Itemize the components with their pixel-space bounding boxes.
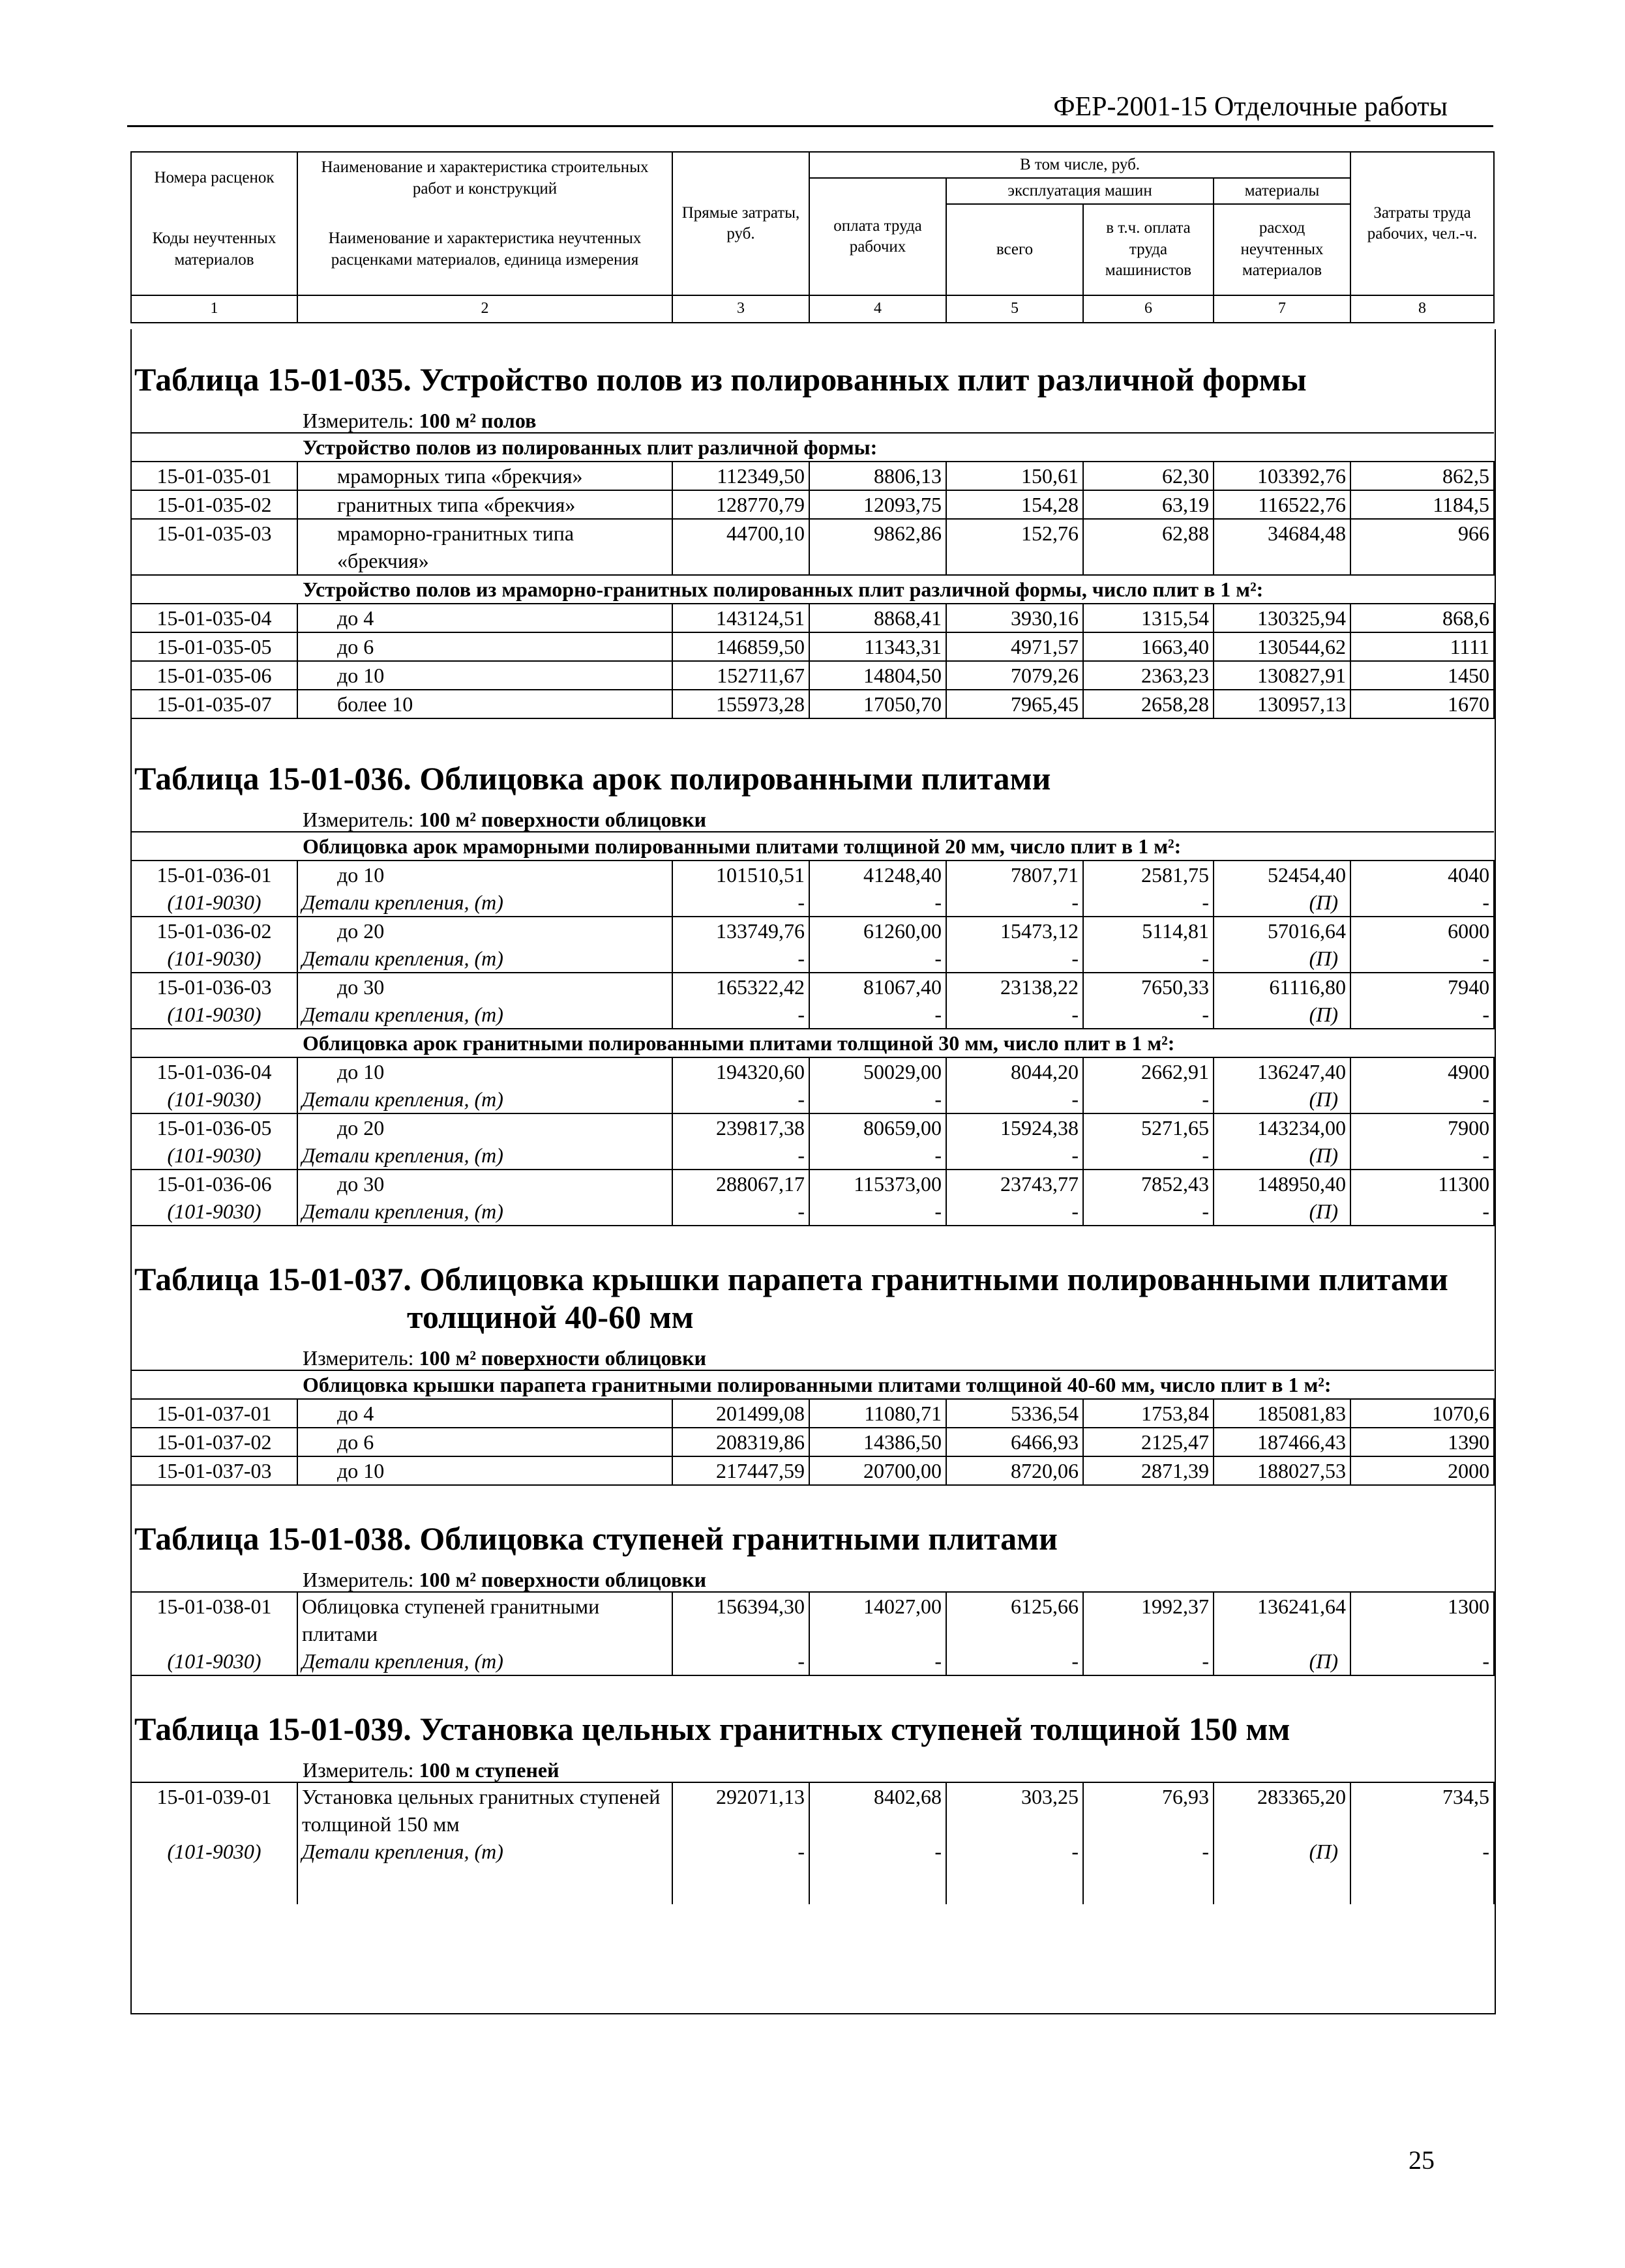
labor-hours: 1390 bbox=[1350, 1428, 1494, 1456]
measure-line bbox=[303, 1567, 1495, 1591]
material-row bbox=[131, 1198, 1494, 1226]
material-row bbox=[131, 1647, 1494, 1675]
material-row bbox=[131, 1001, 1494, 1029]
rate-code: 15-01-037-03 bbox=[131, 1456, 297, 1485]
dash: - bbox=[1350, 889, 1494, 917]
subheading: Облицовка крышки парапета гранитными полированными плитами толщиной 40-60 мм, число плит в 1 м²: bbox=[297, 1370, 1494, 1399]
table-15-01-036 bbox=[132, 759, 1495, 1226]
col-header-name: Наименование и характеристика строительных работ и конструкций bbox=[297, 152, 672, 204]
material-use: (П) bbox=[1214, 1838, 1350, 1865]
material-use: (П) bbox=[1214, 889, 1350, 917]
measure-unit: 100 м ступеней bbox=[419, 1758, 559, 1782]
table-title-line2: толщиной 40-60 мм bbox=[407, 1299, 694, 1335]
materials: 283365,20 bbox=[1214, 1782, 1350, 1838]
machines-total: 154,28 bbox=[946, 490, 1083, 519]
direct-costs: 133749,76 bbox=[672, 917, 809, 945]
workers-pay: 20700,00 bbox=[809, 1456, 946, 1485]
table-row bbox=[131, 1057, 1494, 1085]
labor-hours: 1300 bbox=[1350, 1592, 1494, 1647]
rate-code: 15-01-036-01 bbox=[131, 861, 297, 889]
materials: 34684,48 bbox=[1214, 519, 1350, 575]
table-row bbox=[131, 632, 1494, 661]
direct-costs: 44700,10 bbox=[672, 519, 809, 575]
rate-name: Установка цельных гранитных ступеней толщиной 150 мм bbox=[297, 1782, 672, 1838]
direct-costs: 217447,59 bbox=[672, 1456, 809, 1485]
rates-table bbox=[130, 831, 1495, 1226]
workers-pay: 14386,50 bbox=[809, 1428, 946, 1456]
machines-total: 23138,22 bbox=[946, 973, 1083, 1001]
rate-code: 15-01-036-06 bbox=[131, 1170, 297, 1198]
labor-hours: 7940 bbox=[1350, 973, 1494, 1001]
measure-label: Измеритель: bbox=[303, 1758, 414, 1782]
col-number: 4 bbox=[809, 295, 946, 323]
subheading: Облицовка арок мраморными полированными плитами толщиной 20 мм, число плит в 1 м²: bbox=[297, 832, 1494, 861]
dash: - bbox=[809, 1001, 946, 1029]
dash: - bbox=[809, 1141, 946, 1170]
dash: - bbox=[1083, 1001, 1214, 1029]
table-title-line1: Таблица 15-01-037. Облицовка крышки парапета гранитными полированными плитами bbox=[134, 1261, 1448, 1297]
machines-total: 4971,57 bbox=[946, 632, 1083, 661]
materials: 52454,40 bbox=[1214, 861, 1350, 889]
rate-code: 15-01-037-02 bbox=[131, 1428, 297, 1456]
content-bottom-rule bbox=[130, 2013, 1496, 2014]
dash: - bbox=[1083, 1141, 1214, 1170]
materials: 103392,76 bbox=[1214, 462, 1350, 490]
materials: 136247,40 bbox=[1214, 1057, 1350, 1085]
workers-pay: 11080,71 bbox=[809, 1399, 946, 1428]
direct-costs: 292071,13 bbox=[672, 1782, 809, 1838]
direct-costs: 112349,50 bbox=[672, 462, 809, 490]
rate-name: до 4 bbox=[297, 604, 672, 632]
material-name: Детали крепления, (т) bbox=[297, 1085, 672, 1113]
machines-total: 8044,20 bbox=[946, 1057, 1083, 1085]
machines-total: 7965,45 bbox=[946, 690, 1083, 718]
table-row bbox=[131, 1113, 1494, 1141]
col-header-machines-total: всего bbox=[946, 204, 1083, 295]
table-title: Таблица 15-01-039. Установка цельных гранитных ступеней толщиной 150 мм bbox=[134, 1711, 1290, 1747]
col-number: 3 bbox=[672, 295, 809, 323]
table-title: Таблица 15-01-035. Устройство полов из полированных плит различной формы bbox=[134, 361, 1307, 398]
dash: - bbox=[1350, 1838, 1494, 1865]
rate-code: 15-01-036-03 bbox=[131, 973, 297, 1001]
rate-code: 15-01-035-04 bbox=[131, 604, 297, 632]
workers-pay: 11343,31 bbox=[809, 632, 946, 661]
machines-total: 15924,38 bbox=[946, 1113, 1083, 1141]
dash: - bbox=[809, 889, 946, 917]
material-code: (101-9030) bbox=[131, 1198, 297, 1226]
machines-total: 6125,66 bbox=[946, 1592, 1083, 1647]
dash: - bbox=[1350, 1001, 1494, 1029]
dash: - bbox=[1350, 1198, 1494, 1226]
direct-costs: 201499,08 bbox=[672, 1399, 809, 1428]
col-number: 5 bbox=[946, 295, 1083, 323]
measure-unit: 100 м² поверхности облицовки bbox=[419, 1346, 707, 1370]
labor-hours: 966 bbox=[1350, 519, 1494, 575]
material-code: (101-9030) bbox=[131, 1085, 297, 1113]
material-row bbox=[131, 1085, 1494, 1113]
labor-hours: 1070,6 bbox=[1350, 1399, 1494, 1428]
dash: - bbox=[946, 1085, 1083, 1113]
dash: - bbox=[946, 889, 1083, 917]
material-row bbox=[131, 945, 1494, 973]
material-use: (П) bbox=[1214, 945, 1350, 973]
labor-hours: 862,5 bbox=[1350, 462, 1494, 490]
measure-unit: 100 м² полов bbox=[419, 409, 537, 432]
rate-code: 15-01-035-01 bbox=[131, 462, 297, 490]
workers-pay: 17050,70 bbox=[809, 690, 946, 718]
col-header-codes: Номера расценок bbox=[131, 152, 297, 204]
rate-code: 15-01-035-07 bbox=[131, 690, 297, 718]
rate-code: 15-01-035-06 bbox=[131, 661, 297, 690]
table-15-01-037 bbox=[132, 1260, 1495, 1486]
col-header-material-codes: Коды неучтенных материалов bbox=[131, 204, 297, 295]
dash: - bbox=[672, 1198, 809, 1226]
machines-total: 6466,93 bbox=[946, 1428, 1083, 1456]
rate-name: до 6 bbox=[297, 1428, 672, 1456]
materials: 188027,53 bbox=[1214, 1456, 1350, 1485]
table-row bbox=[131, 690, 1494, 718]
subheading: Устройство полов из мраморно-гранитных полированных плит различной формы, число плит в 1 м²: bbox=[297, 575, 1494, 604]
rate-code: 15-01-037-01 bbox=[131, 1399, 297, 1428]
col-number: 6 bbox=[1083, 295, 1214, 323]
material-name: Детали крепления, (т) bbox=[297, 1838, 672, 1865]
col-header-workers-pay: оплата труда рабочих bbox=[809, 178, 946, 295]
direct-costs: 239817,38 bbox=[672, 1113, 809, 1141]
dash: - bbox=[672, 1085, 809, 1113]
materials: 130544,62 bbox=[1214, 632, 1350, 661]
direct-costs: 165322,42 bbox=[672, 973, 809, 1001]
rate-code: 15-01-036-02 bbox=[131, 917, 297, 945]
subheading: Облицовка арок гранитными полированными плитами толщиной 30 мм, число плит в 1 м²: bbox=[297, 1029, 1494, 1057]
col-header-labor-hours: Затраты труда рабочих, чел.-ч. bbox=[1350, 152, 1494, 295]
subheading: Устройство полов из полированных плит различной формы: bbox=[297, 433, 1494, 462]
dash: - bbox=[1083, 1198, 1214, 1226]
table-title: Таблица 15-01-038. Облицовка ступеней гранитными плитами bbox=[134, 1520, 1058, 1557]
rate-name: до 30 bbox=[297, 973, 672, 1001]
dash: - bbox=[672, 1141, 809, 1170]
measure-label: Измеритель: bbox=[303, 1568, 414, 1591]
workers-pay: 12093,75 bbox=[809, 490, 946, 519]
workers-pay: 80659,00 bbox=[809, 1113, 946, 1141]
rate-name: до 10 bbox=[297, 661, 672, 690]
machines-total: 303,25 bbox=[946, 1782, 1083, 1838]
labor-hours: 11300 bbox=[1350, 1170, 1494, 1198]
machines-total: 7079,26 bbox=[946, 661, 1083, 690]
col-header-including: В том числе, руб. bbox=[809, 152, 1350, 178]
table-filler-row bbox=[131, 1865, 1494, 1904]
material-use: (П) bbox=[1214, 1647, 1350, 1675]
dash: - bbox=[1350, 945, 1494, 973]
material-use: (П) bbox=[1214, 1141, 1350, 1170]
dash: - bbox=[946, 1838, 1083, 1865]
rate-name: до 10 bbox=[297, 861, 672, 889]
rate-code: 15-01-035-03 bbox=[131, 519, 297, 575]
column-header-table bbox=[130, 151, 1495, 323]
machinists-pay: 2581,75 bbox=[1083, 861, 1214, 889]
machinists-pay: 7650,33 bbox=[1083, 973, 1214, 1001]
materials: 57016,64 bbox=[1214, 917, 1350, 945]
measure-line bbox=[303, 407, 1495, 432]
machinists-pay: 2871,39 bbox=[1083, 1456, 1214, 1485]
table-row bbox=[131, 1592, 1494, 1647]
machines-total: 7807,71 bbox=[946, 861, 1083, 889]
machinists-pay: 1753,84 bbox=[1083, 1399, 1214, 1428]
dash: - bbox=[672, 889, 809, 917]
materials: 143234,00 bbox=[1214, 1113, 1350, 1141]
machines-total: 23743,77 bbox=[946, 1170, 1083, 1198]
rate-name: мраморно-гранитных типа «брекчия» bbox=[297, 519, 672, 575]
workers-pay: 50029,00 bbox=[809, 1057, 946, 1085]
page-number: 25 bbox=[1409, 2145, 1435, 2175]
machines-total: 150,61 bbox=[946, 462, 1083, 490]
machinists-pay: 76,93 bbox=[1083, 1782, 1214, 1838]
material-use: (П) bbox=[1214, 1085, 1350, 1113]
labor-hours: 1670 bbox=[1350, 690, 1494, 718]
dash: - bbox=[946, 1198, 1083, 1226]
machinists-pay: 1663,40 bbox=[1083, 632, 1214, 661]
rate-name: Облицовка ступеней гранитными плитами bbox=[297, 1592, 672, 1647]
machinists-pay: 2363,23 bbox=[1083, 661, 1214, 690]
material-name: Детали крепления, (т) bbox=[297, 1647, 672, 1675]
workers-pay: 14804,50 bbox=[809, 661, 946, 690]
rate-name: гранитных типа «брекчия» bbox=[297, 490, 672, 519]
material-name: Детали крепления, (т) bbox=[297, 1001, 672, 1029]
col-number: 7 bbox=[1214, 295, 1350, 323]
dash: - bbox=[946, 1001, 1083, 1029]
col-header-machines: эксплуатация машин bbox=[946, 178, 1214, 204]
material-code: (101-9030) bbox=[131, 1838, 297, 1865]
rate-code: 15-01-035-02 bbox=[131, 490, 297, 519]
direct-costs: 152711,67 bbox=[672, 661, 809, 690]
labor-hours: 6000 bbox=[1350, 917, 1494, 945]
dash: - bbox=[1083, 1647, 1214, 1675]
table-row bbox=[131, 462, 1494, 490]
rate-code: 15-01-038-01 bbox=[131, 1592, 297, 1647]
rate-name: до 6 bbox=[297, 632, 672, 661]
materials: 116522,76 bbox=[1214, 490, 1350, 519]
material-code: (101-9030) bbox=[131, 945, 297, 973]
materials: 185081,83 bbox=[1214, 1399, 1350, 1428]
material-code: (101-9030) bbox=[131, 889, 297, 917]
rate-name: до 20 bbox=[297, 1113, 672, 1141]
machinists-pay: 5271,65 bbox=[1083, 1113, 1214, 1141]
rate-name: до 4 bbox=[297, 1399, 672, 1428]
rates-table bbox=[130, 432, 1495, 719]
table-row bbox=[131, 973, 1494, 1001]
measure-label: Измеритель: bbox=[303, 808, 414, 831]
machines-total: 15473,12 bbox=[946, 917, 1083, 945]
materials: 130957,13 bbox=[1214, 690, 1350, 718]
rate-name: более 10 bbox=[297, 690, 672, 718]
measure-unit: 100 м² поверхности облицовки bbox=[419, 808, 707, 831]
dash: - bbox=[946, 945, 1083, 973]
measure-unit: 100 м² поверхности облицовки bbox=[419, 1568, 707, 1591]
dash: - bbox=[809, 1085, 946, 1113]
materials: 61116,80 bbox=[1214, 973, 1350, 1001]
table-row bbox=[131, 604, 1494, 632]
materials: 148950,40 bbox=[1214, 1170, 1350, 1198]
dash: - bbox=[1083, 945, 1214, 973]
material-name: Детали крепления, (т) bbox=[297, 889, 672, 917]
dash: - bbox=[1350, 1647, 1494, 1675]
dash: - bbox=[1083, 1838, 1214, 1865]
direct-costs: 143124,51 bbox=[672, 604, 809, 632]
dash: - bbox=[809, 1838, 946, 1865]
material-use: (П) bbox=[1214, 1001, 1350, 1029]
workers-pay: 41248,40 bbox=[809, 861, 946, 889]
table-title: Таблица 15-01-036. Облицовка арок полированными плитами bbox=[134, 760, 1051, 797]
machinists-pay: 2658,28 bbox=[1083, 690, 1214, 718]
machinists-pay: 62,88 bbox=[1083, 519, 1214, 575]
dash: - bbox=[1350, 1085, 1494, 1113]
dash: - bbox=[1083, 1085, 1214, 1113]
table-15-01-035 bbox=[132, 329, 1495, 719]
dash: - bbox=[809, 1198, 946, 1226]
measure-label: Измеритель: bbox=[303, 1346, 414, 1370]
col-header-direct-costs: Прямые затраты, руб. bbox=[672, 152, 809, 295]
materials: 136241,64 bbox=[1214, 1592, 1350, 1647]
rates-table bbox=[130, 1591, 1495, 1676]
machines-total: 152,76 bbox=[946, 519, 1083, 575]
running-title: ФЕР-2001-15 Отделочные работы bbox=[1053, 92, 1448, 122]
table-row bbox=[131, 1170, 1494, 1198]
table-row bbox=[131, 1428, 1494, 1456]
rate-name: мраморных типа «брекчия» bbox=[297, 462, 672, 490]
material-code: (101-9030) bbox=[131, 1141, 297, 1170]
machines-total: 3930,16 bbox=[946, 604, 1083, 632]
rate-name: до 20 bbox=[297, 917, 672, 945]
labor-hours: 7900 bbox=[1350, 1113, 1494, 1141]
table-15-01-039 bbox=[132, 1710, 1495, 1904]
materials: 130325,94 bbox=[1214, 604, 1350, 632]
dash: - bbox=[946, 1647, 1083, 1675]
col-number: 1 bbox=[131, 295, 297, 323]
workers-pay: 8868,41 bbox=[809, 604, 946, 632]
labor-hours: 734,5 bbox=[1350, 1782, 1494, 1838]
rates-table bbox=[130, 1782, 1495, 1904]
material-row bbox=[131, 1838, 1494, 1865]
direct-costs: 101510,51 bbox=[672, 861, 809, 889]
dash: - bbox=[946, 1141, 1083, 1170]
dash: - bbox=[672, 945, 809, 973]
material-name: Детали крепления, (т) bbox=[297, 1198, 672, 1226]
dash: - bbox=[1350, 1141, 1494, 1170]
machinists-pay: 1315,54 bbox=[1083, 604, 1214, 632]
machinists-pay: 2125,47 bbox=[1083, 1428, 1214, 1456]
table-row bbox=[131, 1456, 1494, 1485]
machines-total: 5336,54 bbox=[946, 1399, 1083, 1428]
table-title bbox=[134, 1260, 1495, 1336]
workers-pay: 8806,13 bbox=[809, 462, 946, 490]
direct-costs: 156394,30 bbox=[672, 1592, 809, 1647]
measure-line bbox=[303, 806, 1495, 831]
rate-code: 15-01-035-05 bbox=[131, 632, 297, 661]
rate-code: 15-01-036-05 bbox=[131, 1113, 297, 1141]
rate-name: до 10 bbox=[297, 1057, 672, 1085]
machinists-pay: 5114,81 bbox=[1083, 917, 1214, 945]
labor-hours: 4040 bbox=[1350, 861, 1494, 889]
machinists-pay: 2662,91 bbox=[1083, 1057, 1214, 1085]
labor-hours: 1450 bbox=[1350, 661, 1494, 690]
dash: - bbox=[1083, 889, 1214, 917]
dash: - bbox=[672, 1647, 809, 1675]
direct-costs: 194320,60 bbox=[672, 1057, 809, 1085]
col-header-material-names: Наименование и характеристика неучтенных расценками материалов, единица измерения bbox=[297, 204, 672, 295]
header-rule bbox=[127, 125, 1493, 127]
material-code: (101-9030) bbox=[131, 1001, 297, 1029]
direct-costs: 146859,50 bbox=[672, 632, 809, 661]
table-row bbox=[131, 661, 1494, 690]
dash: - bbox=[809, 945, 946, 973]
material-name: Детали крепления, (т) bbox=[297, 1141, 672, 1170]
rate-code: 15-01-036-04 bbox=[131, 1057, 297, 1085]
material-use: (П) bbox=[1214, 1198, 1350, 1226]
table-row bbox=[131, 917, 1494, 945]
table-row bbox=[131, 519, 1494, 575]
workers-pay: 14027,00 bbox=[809, 1592, 946, 1647]
direct-costs: 288067,17 bbox=[672, 1170, 809, 1198]
direct-costs: 208319,86 bbox=[672, 1428, 809, 1456]
machines-total: 8720,06 bbox=[946, 1456, 1083, 1485]
rate-name: до 30 bbox=[297, 1170, 672, 1198]
col-number: 2 bbox=[297, 295, 672, 323]
labor-hours: 2000 bbox=[1350, 1456, 1494, 1485]
table-row bbox=[131, 1399, 1494, 1428]
labor-hours: 4900 bbox=[1350, 1057, 1494, 1085]
workers-pay: 8402,68 bbox=[809, 1782, 946, 1838]
measure-line bbox=[303, 1345, 1495, 1370]
table-row bbox=[131, 490, 1494, 519]
dash: - bbox=[672, 1838, 809, 1865]
table-row bbox=[131, 1782, 1494, 1838]
workers-pay: 115373,00 bbox=[809, 1170, 946, 1198]
material-row bbox=[131, 1141, 1494, 1170]
rates-table bbox=[130, 1370, 1495, 1486]
measure-label: Измеритель: bbox=[303, 409, 414, 432]
col-header-materials: материалы bbox=[1214, 178, 1350, 204]
rate-name: до 10 bbox=[297, 1456, 672, 1485]
table-row bbox=[131, 861, 1494, 889]
col-header-machinists-pay: в т.ч. оплата труда машинистов bbox=[1083, 204, 1214, 295]
measure-line bbox=[303, 1757, 1495, 1782]
rates-content bbox=[130, 329, 1496, 2014]
direct-costs: 155973,28 bbox=[672, 690, 809, 718]
col-header-material-use: расход неучтенных материалов bbox=[1214, 204, 1350, 295]
machinists-pay: 7852,43 bbox=[1083, 1170, 1214, 1198]
workers-pay: 61260,00 bbox=[809, 917, 946, 945]
machinists-pay: 63,19 bbox=[1083, 490, 1214, 519]
labor-hours: 1184,5 bbox=[1350, 490, 1494, 519]
material-name: Детали крепления, (т) bbox=[297, 945, 672, 973]
workers-pay: 81067,40 bbox=[809, 973, 946, 1001]
labor-hours: 1111 bbox=[1350, 632, 1494, 661]
machinists-pay: 1992,37 bbox=[1083, 1592, 1214, 1647]
material-code: (101-9030) bbox=[131, 1647, 297, 1675]
materials: 130827,91 bbox=[1214, 661, 1350, 690]
labor-hours: 868,6 bbox=[1350, 604, 1494, 632]
table-15-01-038 bbox=[132, 1520, 1495, 1676]
workers-pay: 9862,86 bbox=[809, 519, 946, 575]
material-row bbox=[131, 889, 1494, 917]
col-number: 8 bbox=[1350, 295, 1494, 323]
direct-costs: 128770,79 bbox=[672, 490, 809, 519]
rate-code: 15-01-039-01 bbox=[131, 1782, 297, 1838]
dash: - bbox=[809, 1647, 946, 1675]
dash: - bbox=[672, 1001, 809, 1029]
machinists-pay: 62,30 bbox=[1083, 462, 1214, 490]
materials: 187466,43 bbox=[1214, 1428, 1350, 1456]
